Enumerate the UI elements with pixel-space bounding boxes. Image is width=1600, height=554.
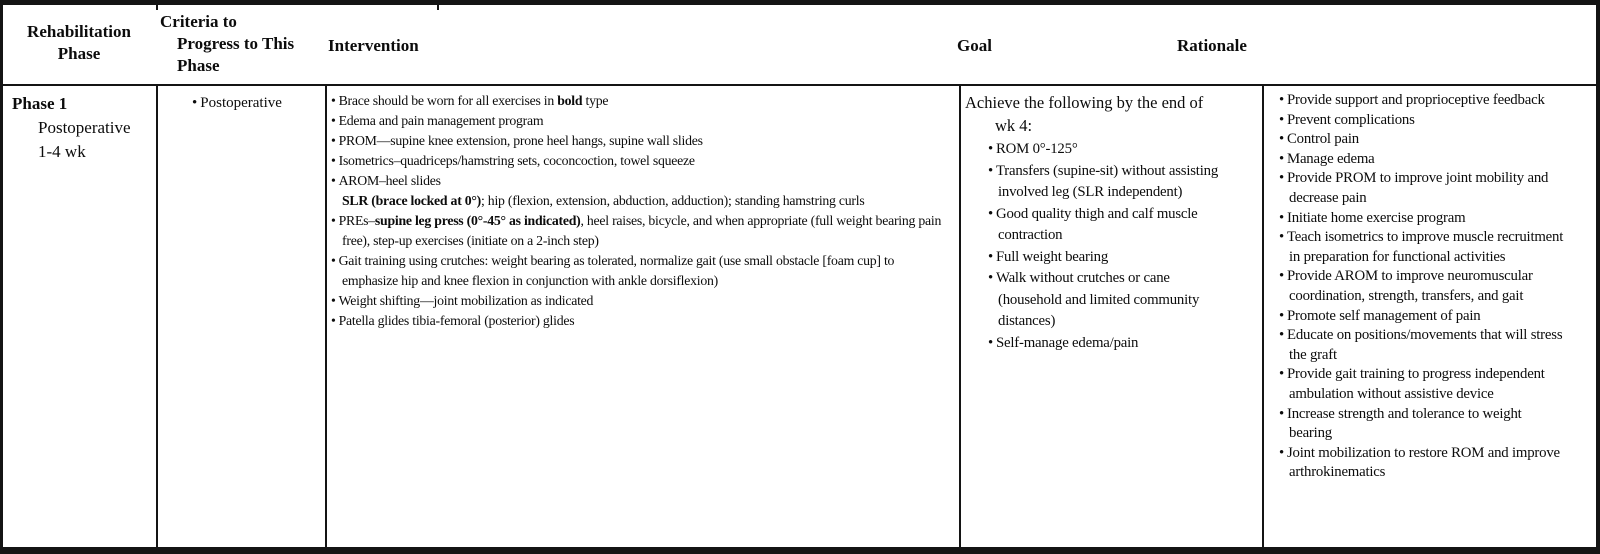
continuation-line: SLR (brace locked at 0°); hip (flexion, extension, abduction, adduction); standing hamstring curls — [342, 193, 865, 208]
bullet-item: • Walk without crutches or cane (household and limited community distances) — [988, 270, 1200, 329]
bullet-item: • Manage edema — [1279, 150, 1375, 167]
bullet-item: • PROM—supine knee extension, prone heel hangs, supine wall slides — [331, 133, 703, 148]
bullet-item: • Provide support and proprioceptive feedback — [1279, 92, 1545, 108]
phase-cell — [12, 92, 157, 164]
text-line: Phase — [177, 56, 220, 75]
goal-intro — [965, 91, 1257, 137]
bullet-marker: • — [1279, 307, 1284, 324]
bullet-item: • Edema and pain management program — [331, 113, 544, 128]
bullet-marker: • — [331, 113, 336, 128]
bullet-item: • Provide gait training to progress independent ambulation without assistive device — [1279, 366, 1545, 402]
bullet-item: • Provide PROM to improve joint mobility and decrease pain — [1279, 170, 1549, 206]
column-header-rehabilitation-phase — [3, 21, 155, 65]
bullet-item: • Patella glides tibia-femoral (posterior) glides — [331, 313, 575, 328]
bullet-item: • Brace should be worn for all exercises in bold type — [331, 93, 609, 108]
bullet-marker: • — [192, 95, 198, 111]
text-line: 1-4 wk — [38, 142, 86, 161]
header-divider-line — [3, 84, 1596, 86]
bullet-marker: • — [1279, 405, 1284, 422]
bullet-marker: • — [331, 253, 336, 268]
goal-cell — [965, 91, 1257, 354]
bullet-marker: • — [1279, 131, 1284, 148]
column-header-goal: Goal — [957, 36, 992, 55]
bullet-marker: • — [1279, 111, 1284, 128]
text-line: Phase — [57, 44, 101, 63]
bullet-marker: • — [331, 93, 336, 108]
column-divider — [325, 84, 327, 547]
bullet-item: • Initiate home exercise program — [1279, 209, 1466, 226]
bullet-item: • Prevent complications — [1279, 111, 1415, 128]
column-header-rationale: Rationale — [1177, 36, 1247, 55]
bullet-item: • Provide AROM to improve neuromuscular coordination, strength, transfers, and gait — [1279, 268, 1533, 304]
goal-bullet-list — [988, 139, 1236, 354]
bullet-item: • AROM–heel slides — [331, 173, 441, 188]
bullet-item: • Postoperative — [192, 95, 282, 111]
bullet-marker: • — [1279, 150, 1284, 167]
bullet-marker: • — [988, 334, 993, 351]
phase-subtitle — [12, 116, 157, 164]
bullet-item: • Educate on positions/movements that will stress the graft — [1279, 327, 1563, 363]
intervention-cell — [331, 91, 953, 331]
bullet-item: • Control pain — [1279, 131, 1359, 148]
text-line: Rehabilitation — [27, 22, 131, 41]
bullet-item: • Transfers (supine-sit) without assisting involved leg (SLR independent) — [988, 162, 1219, 200]
bullet-item: • Isometrics–quadriceps/hamstring sets, coconcoction, towel squeeze — [331, 153, 695, 168]
bullet-marker: • — [988, 141, 993, 157]
bullet-marker: • — [988, 205, 993, 222]
column-header-criteria-to-progress — [160, 11, 335, 77]
column-divider — [1262, 84, 1264, 547]
bullet-item: • Self-manage edema/pain — [988, 334, 1139, 351]
column-divider — [959, 84, 961, 547]
text-line: wk 4: — [995, 116, 1033, 135]
bullet-marker: • — [331, 313, 336, 328]
bullet-item: • Increase strength and tolerance to weight bearing — [1279, 405, 1522, 442]
text-line: Progress to This — [177, 34, 295, 53]
bullet-marker: • — [1279, 268, 1284, 285]
bullet-marker: • — [988, 248, 993, 265]
bullet-marker: • — [331, 153, 336, 168]
text-line: Postoperative — [38, 118, 131, 137]
rationale-cell — [1279, 91, 1564, 483]
header-top-tick — [437, 5, 439, 10]
phase-title: Phase 1 — [12, 94, 68, 113]
bullet-marker: • — [1279, 209, 1284, 226]
bullet-item: • Promote self management of pain — [1279, 307, 1481, 324]
text-line: Criteria to — [160, 12, 237, 31]
bullet-marker: • — [1279, 229, 1284, 246]
bullet-marker: • — [331, 213, 336, 228]
bullet-marker: • — [1279, 444, 1284, 461]
bullet-marker: • — [331, 133, 336, 148]
bullet-item: • Weight shifting—joint mobilization as indicated — [331, 293, 594, 308]
bullet-marker: • — [331, 173, 336, 188]
bullet-item: • Gait training using crutches: weight bearing as tolerated, normalize gait (use small obstacle [foam cup] to emphasize hip and knee flexion in conjunction with ankle dorsiflexion) — [331, 253, 895, 288]
bullet-item: • Joint mobilization to restore ROM and improve arthrokinematics — [1279, 444, 1560, 481]
bullet-marker: • — [1279, 170, 1284, 187]
bullet-marker: • — [1279, 327, 1284, 344]
bullet-marker: • — [1279, 366, 1284, 383]
bullet-marker: • — [1279, 92, 1284, 108]
bullet-item: • Good quality thigh and calf muscle contraction — [988, 205, 1198, 243]
text-line: Achieve the following by the end of — [965, 93, 1204, 112]
column-header-intervention: Intervention — [328, 36, 419, 55]
bullet-marker: • — [988, 270, 993, 286]
bullet-item: • ROM 0°-125° — [988, 141, 1078, 157]
bullet-marker: • — [331, 293, 336, 308]
criteria-cell — [192, 93, 324, 113]
bullet-marker: • — [988, 162, 993, 179]
bullet-item: • Full weight bearing — [988, 248, 1109, 265]
header-top-tick — [156, 5, 158, 10]
bullet-item: • PREs–supine leg press (0°-45° as indicated), heel raises, bicycle, and when appropriate (full weight bearing pain free), step-up exercises (initiate on a 2-inch step) — [331, 213, 942, 248]
bullet-item: • Teach isometrics to improve muscle recruitment in preparation for functional activities — [1279, 229, 1564, 265]
